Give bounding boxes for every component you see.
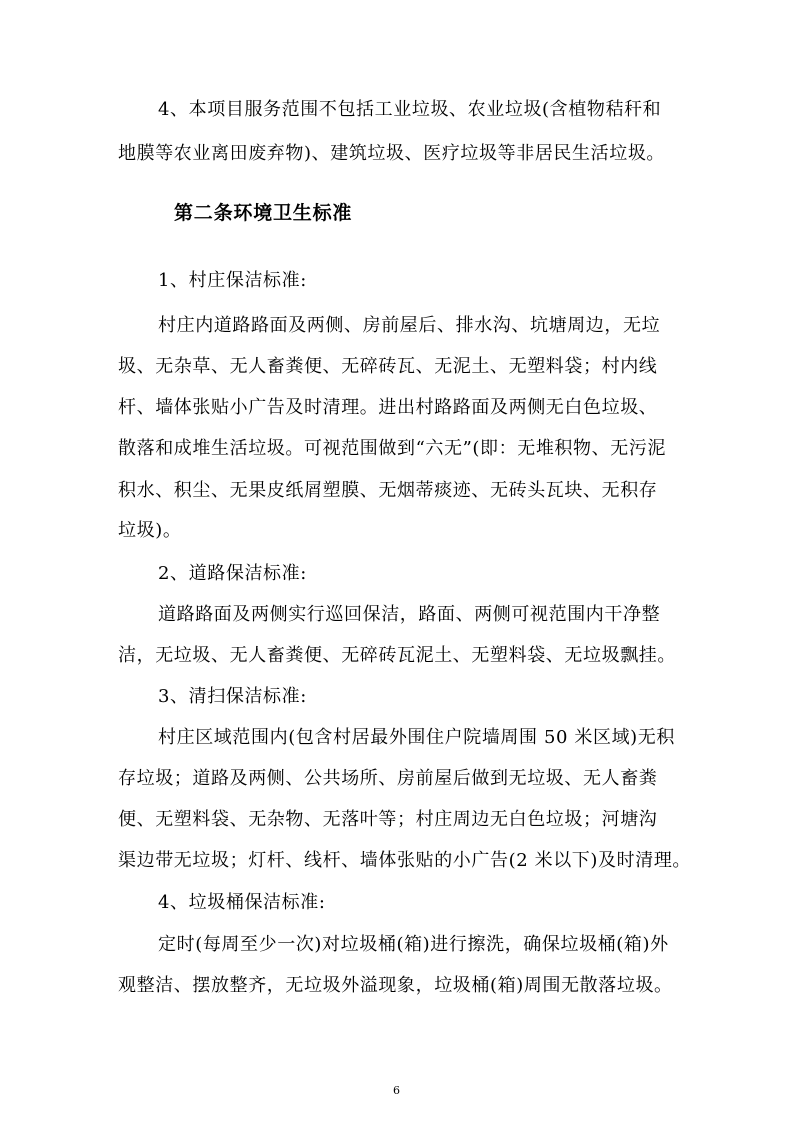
paragraph-line: 定时(每周至少一次)对垃圾桶(箱)进行擦洗，确保垃圾桶(箱)外 [158, 934, 669, 955]
paragraph-line: 地膜等农业离田废弃物)、建筑垃圾、医疗垃圾等非居民生活垃圾。 [118, 143, 666, 164]
paragraph-line: 道路路面及两侧实行巡回保洁，路面、两侧可视范围内干净整 [158, 604, 661, 625]
paragraph-line: 散落和成堆生活垃圾。可视范围做到“六无”(即：无堆积物、无污泥 [118, 438, 667, 459]
subsection-title: 3、清扫保洁标准: [158, 686, 307, 707]
subsection-title: 4、垃圾桶保洁标准: [158, 892, 326, 913]
page-number: 6 [393, 1084, 400, 1097]
paragraph-line: 洁，无垃圾、无人畜粪便、无碎砖瓦泥土、无塑料袋、无垃圾飘挂。 [118, 645, 676, 666]
paragraph-line: 垃圾)。 [118, 520, 182, 541]
section-heading: 第二条环境卫生标准 [174, 202, 353, 224]
paragraph-line: 积水、积尘、无果皮纸屑塑膜、无烟蒂痰迹、无砖头瓦块、无积存 [118, 480, 658, 501]
subsection-title: 1、村庄保洁标准: [158, 270, 307, 291]
paragraph-line: 杆、墙体张贴小广告及时清理。进出村路路面及两侧无白色垃圾、 [118, 397, 658, 418]
paragraph-line: 4、本项目服务范围不包括工业垃圾、农业垃圾(含植物秸秆和 [158, 99, 662, 120]
paragraph-line: 圾、无杂草、无人畜粪便、无碎砖瓦、无泥土、无塑料袋；村内线 [118, 356, 658, 377]
paragraph-line: 村庄内道路路面及两侧、房前屋后、排水沟、坑塘周边，无垃 [158, 315, 661, 336]
subsection-title: 2、道路保洁标准: [158, 563, 307, 584]
paragraph-line: 渠边带无垃圾；灯杆、线杆、墙体张贴的小广告(2 米以下)及时清理。 [118, 850, 692, 871]
paragraph-line: 观整洁、摆放整齐，无垃圾外溢现象，垃圾桶(箱)周围无散落垃圾。 [118, 975, 673, 996]
paragraph-line: 存垃圾；道路及两侧、公共场所、房前屋后做到无垃圾、无人畜粪 [118, 768, 658, 789]
paragraph-line: 村庄区域范围内(包含村居最外围住户院墙周围 50 米区域)无积 [158, 727, 675, 748]
paragraph-line: 便、无塑料袋、无杂物、无落叶等；村庄周边无白色垃圾；河塘沟 [118, 809, 658, 830]
